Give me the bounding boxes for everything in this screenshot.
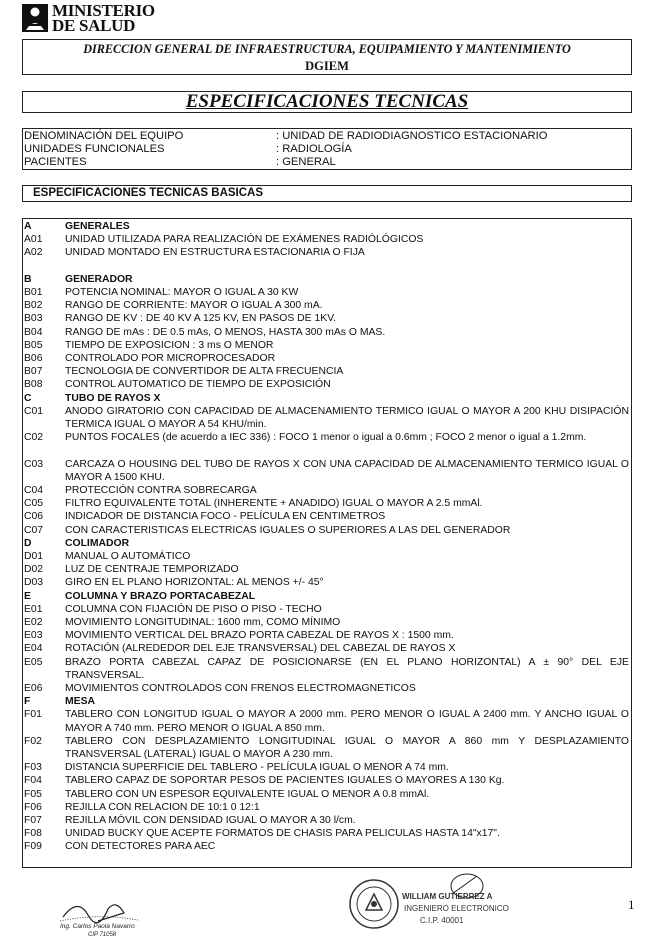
info-value: : GENERAL xyxy=(276,156,336,168)
spec-code: A02 xyxy=(24,247,43,259)
spec-code: F08 xyxy=(24,828,42,840)
spec-code: C04 xyxy=(24,485,44,496)
spec-code: C06 xyxy=(24,511,44,523)
spec-text: TECNOLOGIA DE CONVERTIDOR DE ALTA FRECUENCIA xyxy=(65,366,344,378)
spec-code: D03 xyxy=(24,577,44,589)
spec-text: CON DETECTORES PARA AEC xyxy=(65,841,216,853)
stamp-title: INGENIERO ELECTRONICO xyxy=(404,904,509,913)
spec-code: E04 xyxy=(24,643,43,655)
spec-code: F01 xyxy=(24,709,42,721)
spec-code: F04 xyxy=(24,775,42,787)
spec-code: F xyxy=(24,696,31,708)
spec-text: REJILLA MÓVIL CON DENSIDAD IGUAL O MAYOR A 30 l/cm. xyxy=(65,815,356,826)
spec-text: RANGO DE CORRIENTE: MAYOR O IGUAL A 300 mA. xyxy=(65,300,323,312)
direction-acronym: DGIEM xyxy=(305,59,349,73)
signature-left-name: Ing. Carlos Paola Navarro xyxy=(60,923,135,930)
spec-text: CON CARACTERISTICAS ELECTRICAS IGUALES O SUPERIORES A LAS DEL GENERADOR xyxy=(65,524,511,536)
spec-code: C xyxy=(24,392,32,404)
spec-text: DISTANCIA SUPERFICIE DEL TABLERO - PELÍCULA IGUAL O MENOR A 74 mm. xyxy=(65,762,449,774)
title-box xyxy=(22,91,632,113)
spec-text: CONTROLADO POR MICROPROCESADOR xyxy=(65,353,276,364)
signature-left-id: CIP 71058 xyxy=(88,932,117,938)
spec-code: C03 xyxy=(24,458,44,470)
spec-text: MOVIMIENTO VERTICAL DEL BRAZO PORTA CABEZAL DE RAYOS X : 1500 mm. xyxy=(65,630,454,642)
spec-text: UNIDAD BUCKY QUE ACEPTE FORMATOS DE CHASIS PARA PELICULAS HASTA 14"x17". xyxy=(65,828,500,840)
spec-code: E02 xyxy=(24,617,43,628)
ministry-logo xyxy=(22,2,182,34)
spec-text: BRAZO PORTA CABEZAL CAPAZ DE POSICIONARSE (EN EL PLANO HORIZONTAL) A ± 90° DEL EJE TRANSVERSAL. xyxy=(65,656,629,681)
spec-code: B03 xyxy=(24,313,43,325)
spec-text: MESA xyxy=(65,696,96,708)
logo-text-line1: MINISTERIO xyxy=(52,1,155,20)
spec-text: LUZ DE CENTRAJE TEMPORIZADO xyxy=(65,564,239,576)
spec-code: B05 xyxy=(24,339,43,351)
spec-code: A xyxy=(24,221,32,232)
spec-text: POTENCIA NOMINAL: MAYOR O IGUAL A 30 KW xyxy=(65,287,299,298)
spec-code: B04 xyxy=(24,326,43,338)
stamp-right xyxy=(402,880,532,940)
spec-text: TABLERO CON UN ESPESOR EQUIVALENTE IGUAL O MENOR A 0.8 mmAl. xyxy=(65,788,430,800)
info-value: : UNIDAD DE RADIODIAGNOSTICO ESTACIONARIO xyxy=(276,130,548,142)
spec-code: E06 xyxy=(24,683,43,694)
spec-text: RANGO DE mAs : DE 0.5 mAs, O MENOS, HASTA 300 mAs O MAS. xyxy=(65,326,386,338)
spec-text: MANUAL O AUTOMÁTICO xyxy=(65,551,191,562)
page-number: 1 xyxy=(628,897,635,912)
spec-text: RANGO DE KV : DE 40 KV A 125 KV, EN PASOS DE 1KV. xyxy=(65,313,337,325)
info-row xyxy=(23,130,631,143)
info-row xyxy=(23,156,631,169)
page-title: ESPECIFICACIONES TECNICAS xyxy=(185,91,469,112)
spec-code: D02 xyxy=(24,564,44,576)
spec-list xyxy=(22,218,632,868)
spec-text: TUBO DE RAYOS X xyxy=(65,392,161,404)
spec-text: INDICADOR DE DISTANCIA FOCO - PELÍCULA EN CENTIMETROS xyxy=(65,511,386,523)
info-row xyxy=(23,143,631,156)
spec-text: ROTACIÓN (ALREDEDOR DEL EJE TRANSVERSAL) DEL CABEZAL DE RAYOS X xyxy=(65,643,456,655)
stamp-id: C.I.P. 40001 xyxy=(420,916,464,925)
info-label: UNIDADES FUNCIONALES xyxy=(24,143,165,155)
basic-specs-label: ESPECIFICACIONES TECNICAS BASICAS xyxy=(33,187,264,199)
spec-text: MOVIMIENTOS CONTROLADOS CON FRENOS ELECTROMAGNETICOS xyxy=(65,683,416,694)
spec-code: F05 xyxy=(24,788,42,800)
spec-code: D xyxy=(24,537,32,549)
spec-text: REJILLA CON RELACION DE 10:1 0 12:1 xyxy=(65,801,260,813)
spec-text: GENERALES xyxy=(65,221,130,232)
spec-code: F02 xyxy=(24,735,42,747)
spec-code: F03 xyxy=(24,762,42,774)
spec-text: CONTROL AUTOMATICO DE TIEMPO DE EXPOSICIÓN xyxy=(65,379,331,391)
spec-code: B08 xyxy=(24,379,43,391)
spec-code: F07 xyxy=(24,815,42,826)
spec-code: C07 xyxy=(24,524,44,536)
basic-specs-header xyxy=(22,185,632,202)
spec-code: C05 xyxy=(24,498,44,510)
spec-text: TABLERO CON DESPLAZAMIENTO LONGITUDINAL IGUAL O MAYOR A 860 mm Y DESPLAZAMIENTO TRANSVERSAL (LATERAL) IGUAL O MAYOR A 230 mm. xyxy=(65,735,629,760)
official-seal-icon xyxy=(348,878,400,930)
spec-code: E05 xyxy=(24,656,43,668)
logo-text-line2: DE SALUD xyxy=(52,16,136,35)
info-value: : RADIOLOGÍA xyxy=(276,143,352,155)
spec-text: UNIDAD MONTADO EN ESTRUCTURA ESTACIONARIA O FIJA xyxy=(65,247,365,259)
spec-code: C02 xyxy=(24,432,44,444)
spec-code: F06 xyxy=(24,801,42,813)
spec-text: FILTRO EQUIVALENTE TOTAL (INHERENTE + ANADIDO) IGUAL O MAYOR A 2.5 mmAl. xyxy=(65,498,483,510)
spec-text: MOVIMIENTO LONGITUDINAL: 1600 mm, COMO MÍNIMO xyxy=(65,617,341,628)
spec-text: UNIDAD UTILIZADA PARA REALIZACIÓN DE EXÁMENES RADIÓLÓGICOS xyxy=(65,234,424,246)
spec-text: GIRO EN EL PLANO HORIZONTAL: AL MENOS +/- 45° xyxy=(65,577,324,589)
spec-text: GENERADOR xyxy=(65,273,133,285)
spec-text: TABLERO CON LONGITUD IGUAL O MAYOR A 2000 mm. PERO MENOR O IGUAL A 2400 mm. Y ANCHO IGUAL O MAYOR A 740 mm. PERO MENOR O IGUAL A 850 mm. xyxy=(65,709,629,734)
spec-code: A01 xyxy=(24,234,43,246)
spec-code: D01 xyxy=(24,551,44,562)
direction-name: DIRECCION GENERAL DE INFRAESTRUCTURA, EQUIPAMIENTO Y MANTENIMIENTO xyxy=(83,42,571,56)
spec-code: B02 xyxy=(24,300,43,312)
spec-text: COLUMNA Y BRAZO PORTACABEZAL xyxy=(65,590,256,602)
signature-scribble-icon xyxy=(58,895,158,925)
spec-text: ANODO GIRATORIO CON CAPACIDAD DE ALMACENAMIENTO TERMICO IGUAL O MAYOR A 200 KHU DISIPACIÓN TERMICA IGUAL O MAYOR A 54 KHU/min. xyxy=(65,405,629,430)
ministry-emblem-icon xyxy=(22,4,48,32)
info-label: DENOMINACIÓN DEL EQUIPO xyxy=(24,130,184,142)
spec-code: B xyxy=(24,273,32,285)
spec-text: CARCAZA O HOUSING DEL TUBO DE RAYOS X CON UNA CAPACIDAD DE ALMACENAMIENTO TERMICO IGUAL O MAYOR A 1500 KHU. xyxy=(65,458,629,483)
spec-code: C01 xyxy=(24,405,44,417)
spec-text: TABLERO CAPAZ DE SOPORTAR PESOS DE PACIENTES IGUALES O MAYORES A 130 Kg. xyxy=(65,775,505,787)
direction-header xyxy=(22,39,632,75)
spec-code: E03 xyxy=(24,630,43,642)
spec-text: PUNTOS FOCALES (de acuerdo a IEC 336) : FOCO 1 menor o igual a 0.6mm ; FOCO 2 menor o igual a 1.2mm. xyxy=(65,432,587,444)
spec-text: TIEMPO DE EXPOSICION : 3 ms O MENOR xyxy=(65,339,274,351)
spec-code: E xyxy=(24,590,31,602)
stamp-name: WILLIAM GUTIERREZ A xyxy=(402,892,493,901)
spec-text: COLIMADOR xyxy=(65,537,130,549)
signature-left xyxy=(58,895,158,940)
spec-text: PROTECCIÓN CONTRA SOBRECARGA xyxy=(65,485,257,496)
equipment-info xyxy=(22,128,632,170)
spec-code: E01 xyxy=(24,603,43,615)
spec-code: B06 xyxy=(24,353,43,364)
spec-code: B01 xyxy=(24,287,43,298)
spec-code: B07 xyxy=(24,366,43,378)
info-label: PACIENTES xyxy=(24,156,87,168)
spec-code: F09 xyxy=(24,841,42,853)
spec-text: COLUMNA CON FIJACIÓN DE PISO O PISO - TECHO xyxy=(65,603,322,615)
